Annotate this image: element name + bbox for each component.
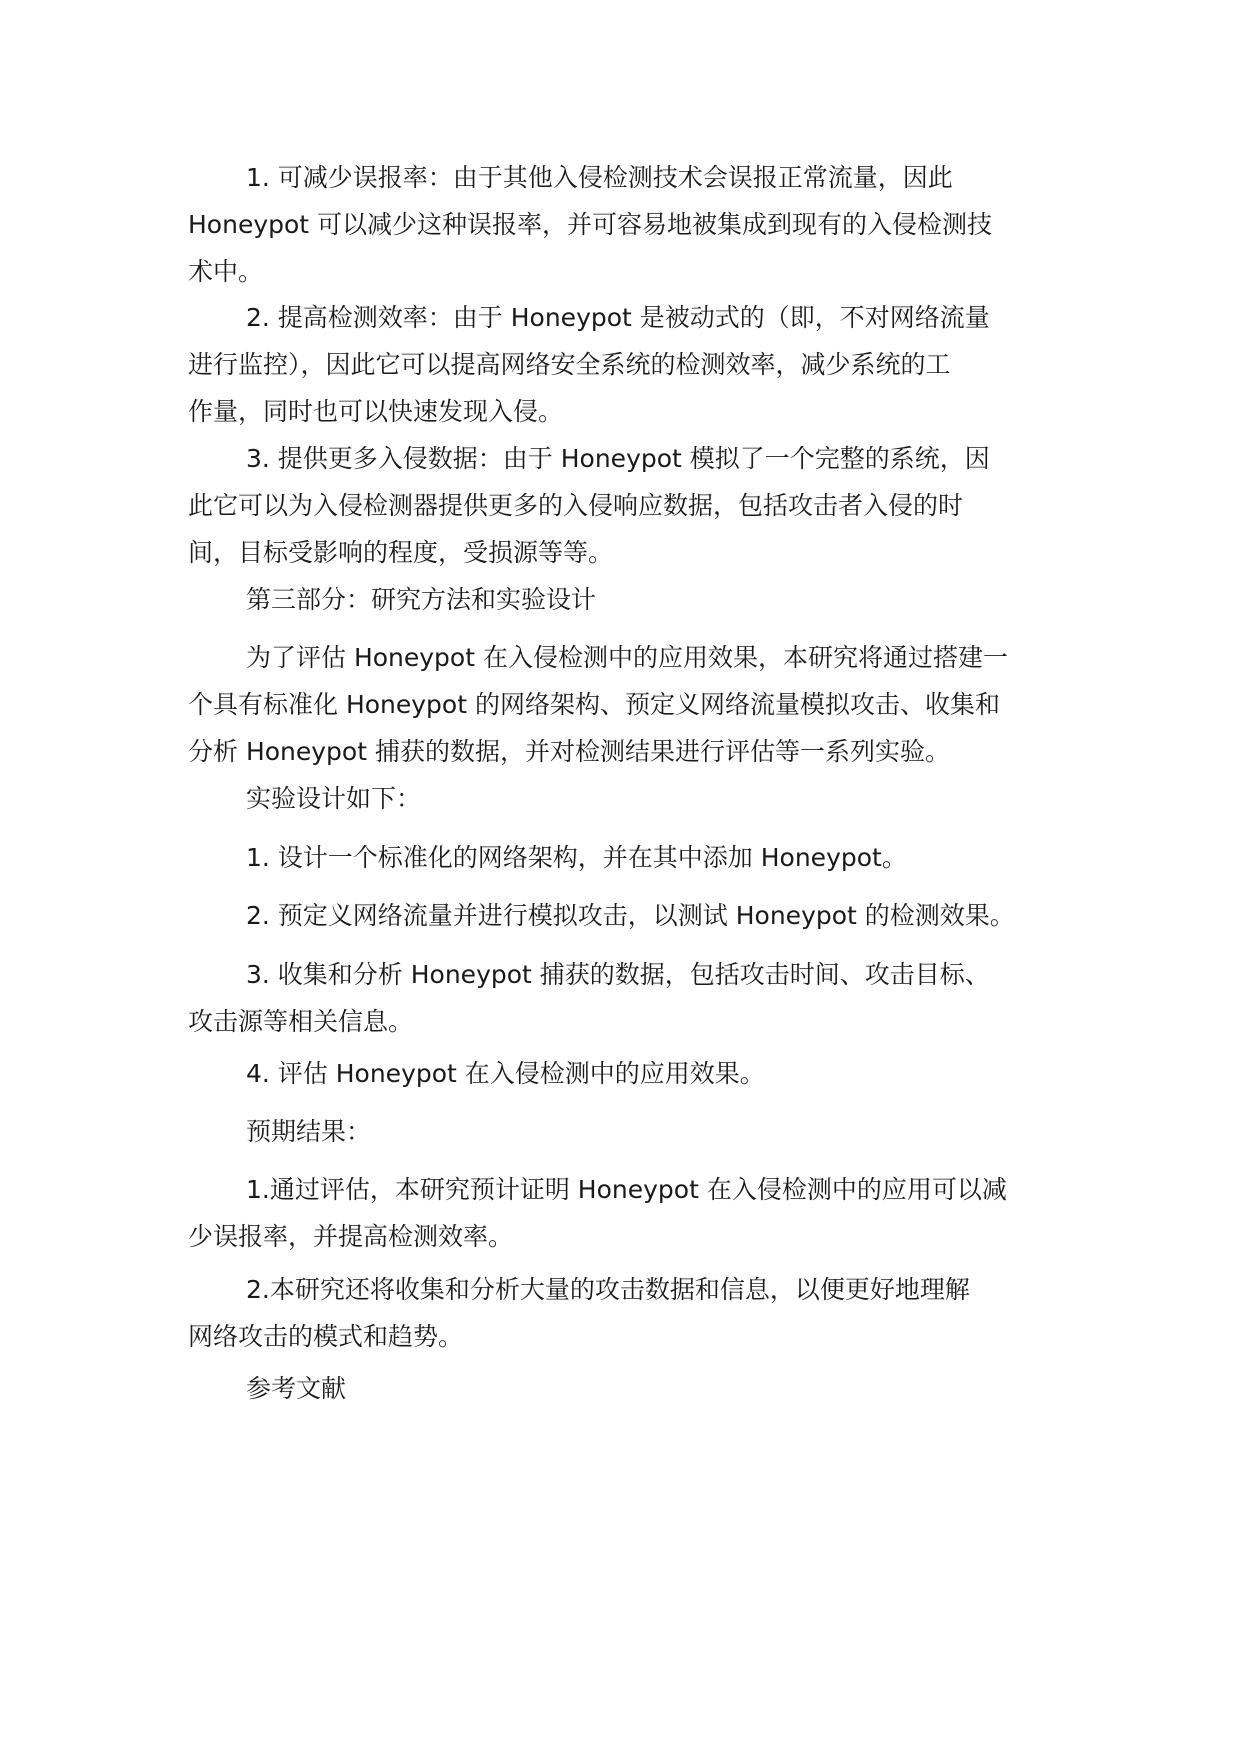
section-heading-part-three <box>188 576 1088 623</box>
references-heading <box>188 1365 1088 1412</box>
text-line: 3. 收集和分析 Honeypot 捕获的数据，包括攻击时间、攻击目标、 <box>246 960 990 989</box>
text-line: 第三部分：研究方法和实验设计 <box>246 585 597 614</box>
expected-results-heading <box>188 1108 1088 1155</box>
paragraph-improve-efficiency <box>188 294 1088 435</box>
expected-result-2 <box>188 1266 1088 1360</box>
text-line: 少误报率，并提高检测效率。 <box>188 1222 514 1251</box>
text-line: 4. 评估 Honeypot 在入侵检测中的应用效果。 <box>246 1059 765 1088</box>
text-line: 作量，同时也可以快速发现入侵。 <box>188 397 564 426</box>
text-line: 1. 可减少误报率：由于其他入侵检测技术会误报正常流量，因此 <box>246 163 953 192</box>
text-line: 攻击源等相关信息。 <box>188 1007 414 1036</box>
text-line: 2.本研究还将收集和分析大量的攻击数据和信息，以便更好地理解 <box>246 1275 970 1304</box>
text-line: 2. 提高检测效率：由于 Honeypot 是被动式的（即，不对网络流量 <box>246 303 990 332</box>
design-step-1 <box>188 834 1088 881</box>
text-line: 分析 Honeypot 捕获的数据，并对检测结果进行评估等一系列实验。 <box>188 737 950 766</box>
expected-result-1 <box>188 1166 1088 1260</box>
text-line: 网络攻击的模式和趋势。 <box>188 1322 464 1351</box>
text-line: 参考文献 <box>246 1374 347 1403</box>
text-line: 1. 设计一个标准化的网络架构，并在其中添加 Honeypot。 <box>246 843 907 872</box>
text-line: 为了评估 Honeypot 在入侵检测中的应用效果，本研究将通过搭建一 <box>246 643 1008 672</box>
paragraph-design-heading <box>188 775 1088 822</box>
design-step-3 <box>188 951 1088 1045</box>
text-line: 此它可以为入侵检测器提供更多的入侵响应数据，包括攻击者入侵的时 <box>188 491 964 520</box>
text-line: 术中。 <box>188 257 264 286</box>
text-line: 3. 提供更多入侵数据：由于 Honeypot 模拟了一个完整的系统，因 <box>246 444 990 473</box>
text-line: 个具有标准化 Honeypot 的网络架构、预定义网络流量模拟攻击、收集和 <box>188 690 1000 719</box>
paragraph-reduce-false-positives <box>188 154 1088 295</box>
text-line: 间，目标受影响的程度，受损源等等。 <box>188 538 614 567</box>
text-line: 1.通过评估，本研究预计证明 Honeypot 在入侵检测中的应用可以减 <box>246 1175 1007 1204</box>
text-line: 进行监控），因此它可以提高网络安全系统的检测效率，减少系统的工 <box>188 350 951 379</box>
design-step-2 <box>188 892 1088 939</box>
text-line: Honeypot 可以减少这种误报率，并可容易地被集成到现有的入侵检测技 <box>188 210 993 239</box>
paragraph-evaluation-intro <box>188 634 1088 775</box>
paragraph-more-data <box>188 435 1088 576</box>
design-step-4 <box>188 1050 1088 1097</box>
text-line: 2. 预定义网络流量并进行模拟攻击，以测试 Honeypot 的检测效果。 <box>246 901 1015 930</box>
text-line: 预期结果： <box>246 1117 372 1146</box>
text-line: 实验设计如下： <box>246 784 422 813</box>
